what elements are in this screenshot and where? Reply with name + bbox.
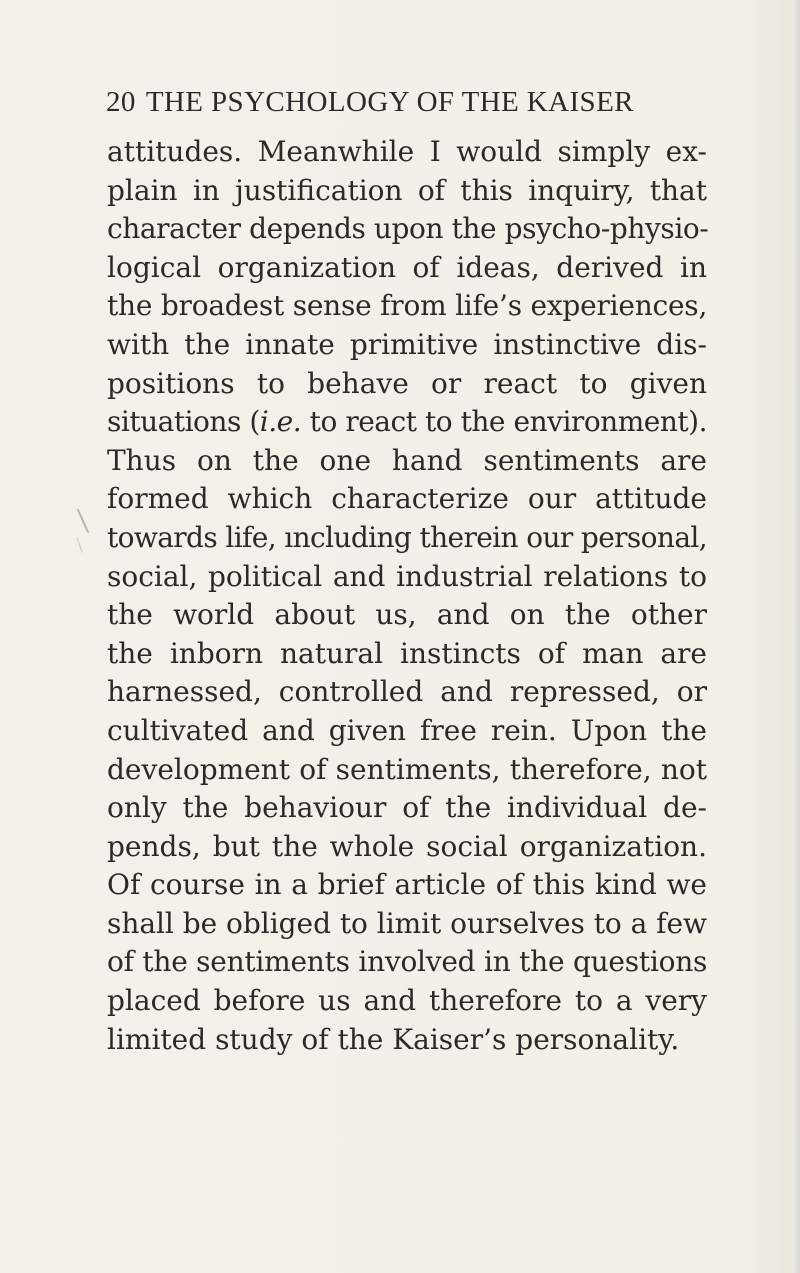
text-line: harnessed, controlled and repressed, or (107, 675, 707, 709)
text-line: only the behaviour of the individual de- (107, 791, 707, 825)
text-line: Of course in a brief article of this kind we (107, 868, 707, 902)
page-edge (792, 0, 800, 1273)
text-fragment: situations ( (107, 405, 260, 439)
text-line: the inborn natural instincts of man are (107, 636, 707, 670)
running-title: THE PSYCHOLOGY OF THE KAISER (145, 86, 634, 118)
text-line: social, political and industrial relations to (107, 559, 707, 593)
text-line: shall be obliged to limit ourselves to a few (107, 906, 707, 940)
text-line: cultivated and given free rein. Upon the (107, 713, 707, 747)
text-line: logical organization of ideas, derived in (107, 250, 707, 284)
text-line: placed before us and therefore to a very (107, 984, 707, 1018)
text-line: character depends upon the psycho-physio- (107, 212, 709, 246)
text-line: development of sentiments, therefore, not (107, 752, 707, 786)
italic-abbreviation: i.e. (259, 405, 302, 439)
text-line: towards life, ıncluding therein our personal, (107, 520, 707, 554)
text-line: pends, but the whole social organization. (107, 829, 707, 863)
text-line: positions to behave or react to given (107, 366, 707, 400)
text-line: Thus on the one hand sentiments are (107, 443, 707, 477)
text-line: of the sentiments involved in the questions (107, 945, 708, 979)
text-line: limited study of the Kaiser’s personality. (107, 1022, 680, 1056)
text-fragment: to react to the environment). (301, 405, 707, 439)
text-line: attitudes. Meanwhile I would simply ex- (107, 135, 707, 168)
text-line (107, 403, 707, 442)
text-line: formed which characterize our attitude (107, 482, 707, 516)
text-line: plain in justification of this inquiry, that (107, 173, 707, 207)
text-line: with the innate primitive instinctive dis- (107, 327, 707, 361)
running-head (106, 86, 706, 119)
body-paragraph (107, 133, 707, 1059)
page-number: 20 (106, 86, 136, 118)
margin-pencil-mark (76, 508, 96, 560)
text-line: the world about us, and on the other (107, 598, 707, 632)
text-line: the broadest sense from life’s experiences, (107, 289, 708, 323)
